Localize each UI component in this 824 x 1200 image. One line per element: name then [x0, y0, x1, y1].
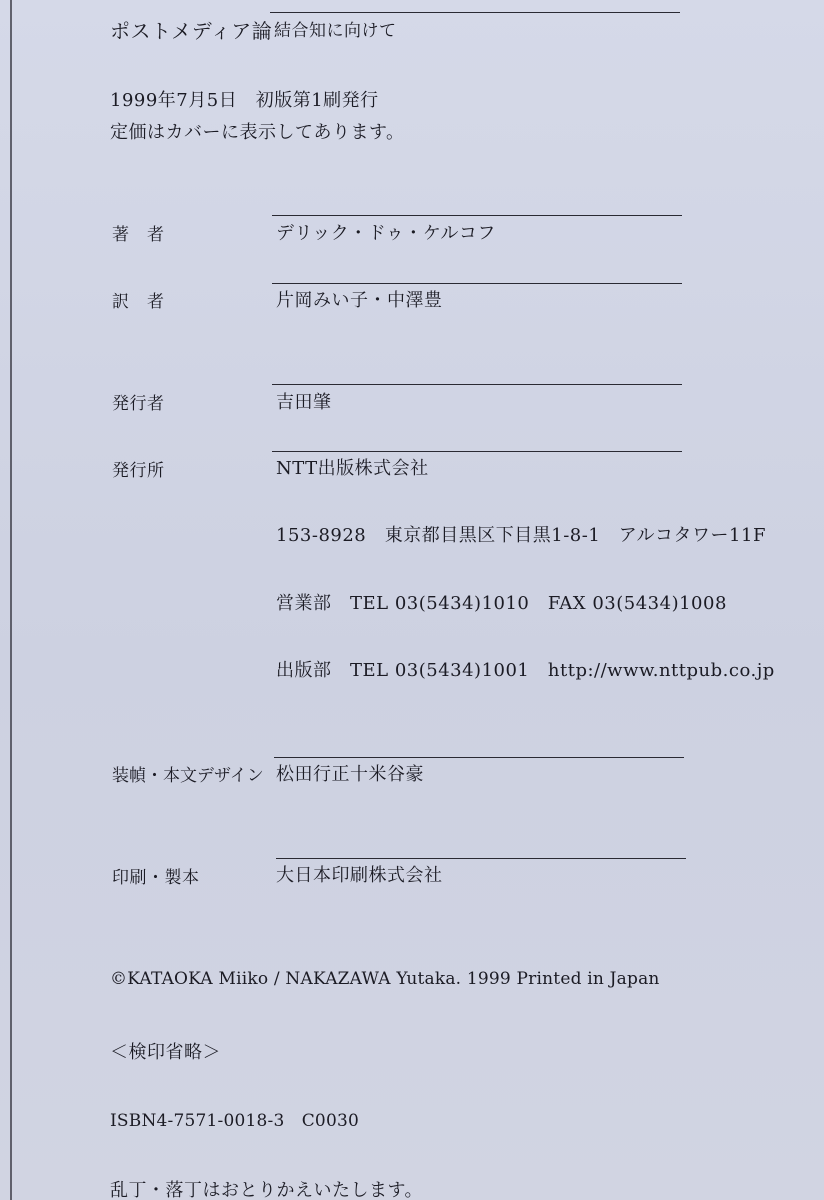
publisher-label: 発行所 — [112, 461, 165, 481]
isbn-line: ISBN4-7571-0018-3 C0030 — [110, 1111, 359, 1131]
publisher-person-rule — [272, 384, 682, 385]
author-rule — [272, 215, 682, 216]
design-label: 装幀・本文デザイン — [112, 766, 264, 786]
translator-rule — [272, 283, 682, 284]
publication-date: 1999年7月5日 初版第1刷発行 — [110, 90, 379, 111]
translator-names: 片岡みい子・中澤豊 — [276, 290, 443, 311]
translator-label: 訳 者 — [112, 292, 165, 312]
seal-omitted-note: ＜検印省略＞ — [110, 1042, 221, 1063]
book-subtitle: 結合知に向けて — [274, 21, 397, 41]
author-name: デリック・ドゥ・ケルコフ — [276, 223, 496, 244]
printing-company: 大日本印刷株式会社 — [276, 865, 443, 886]
publisher-person-name: 吉田肇 — [276, 392, 332, 413]
page-edge-line — [10, 0, 12, 1200]
publisher-person-label: 発行者 — [112, 394, 165, 414]
sales-contact: 営業部 TEL 03(5434)1010 FAX 03(5434)1008 — [276, 593, 727, 614]
printing-rule — [276, 858, 686, 859]
misprint-note: 乱丁・落丁はおとりかえいたします。 — [110, 1180, 424, 1200]
design-names: 松田行正十米谷豪 — [276, 764, 424, 785]
price-note: 定価はカバーに表示してあります。 — [110, 122, 405, 143]
book-title: ポストメディア論 — [110, 19, 273, 43]
printing-label: 印刷・製本 — [112, 868, 200, 888]
author-label: 著 者 — [112, 225, 165, 245]
publisher-name: NTT出版株式会社 — [276, 458, 429, 479]
publisher-address: 153-8928 東京都目黒区下目黒1-8-1 アルコタワー11F — [276, 525, 766, 546]
editorial-contact: 出版部 TEL 03(5434)1001 http://www.nttpub.co.jp — [276, 660, 775, 681]
copyright-line: ©KATAOKA Miiko / NAKAZAWA Yutaka. 1999 Printed in Japan — [110, 969, 660, 989]
title-rule — [270, 12, 680, 13]
design-rule — [274, 757, 684, 758]
publisher-rule — [272, 451, 682, 452]
